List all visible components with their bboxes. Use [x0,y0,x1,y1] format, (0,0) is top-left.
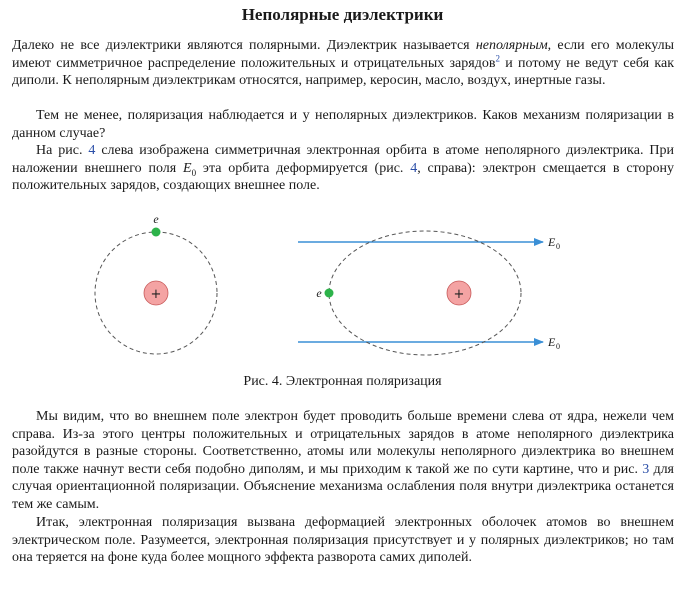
field-subscript: 0 [191,167,197,178]
section-title: Неполярные диэлектрики [241,5,444,24]
symmetric-atom [95,212,217,354]
field-label-bottom: E [548,335,556,349]
figure-caption: Рис. 4. Электронная поляризация [243,374,442,389]
field-symbol: E [183,160,192,176]
field-label-bottom-sub: 0 [556,342,560,351]
field-label-top: E [548,235,556,249]
deformed-atom [298,231,560,355]
paragraph-question: Тем не менее, поляризация наблюдается и у неполярных диэлектриков. Каков механизм поляризации в данном случае? [12,108,674,141]
nucleus-plus: + [150,287,162,302]
figure-ref-link[interactable]: 4 [410,160,418,176]
text-run: эта орбита деформируется (рис. [196,160,411,176]
text-run: , если его молекулы имеют симметричное распределение положительных и отрицательных зарядов [12,38,675,71]
paragraph-explanation [12,408,674,514]
deformed-orbit-ellipse [329,231,521,355]
field-label-top-sub: 0 [556,242,560,251]
nucleus-plus: + [453,287,465,302]
text-run: Мы видим, что во внешнем поле электрон будет проводить больше времени слева от ядра, нежели чем справа. Из-за этого центры положительных и отрицательных зарядов в атоме неполярного диэлектрика разойдутся в разные стороны. Соответственно, атомы или молекулы неполярного диэлектрика во внешнем поле также начнут вести себя подобно диполям, и мы приходим к такой же по сути картине, что и рис. [12,409,674,477]
paragraph-intro [12,37,674,90]
text-run: для случая ориентационной поляризации. Объяснение механизма ослабления поля внутри диэлектрика останется тем же самым. [12,461,674,512]
text-run: , справа): электрон смещается в сторону положительных зарядов, создающих внешнее поле. [12,160,674,194]
figure-ref-link[interactable]: 4 [88,143,96,158]
text-run: Далеко не все диэлектрики являются полярными. Диэлектрик называется [12,38,476,53]
text-run: и потому не ведут себя как диполи. К неполярным диэлектрикам относятся, например, керосин, масло, воздух, инертные газы. [12,55,674,89]
electron-icon [325,289,334,298]
term-nonpolar: неполярным [475,38,548,53]
footnote-link[interactable]: 2 [495,52,500,63]
text-run: На рис. [36,143,89,158]
electron-label: e [153,212,159,226]
text-run: слева изображена симметричная электронная орбита в атоме неполярного диэлектрика. При наложении внешнего поля [12,143,675,176]
figure-ref-link[interactable]: 3 [642,461,650,477]
electronic-polarization-figure [0,205,685,370]
paragraph-figure-description [12,142,674,195]
electron-label: e [316,286,322,300]
electron-icon [152,228,161,237]
paragraph-conclusion: Итак, электронная поляризация вызвана деформацией электронных оболочек атомов во внешнем электрическом поле. Разумеется, электронная поляризация присутствует и у полярных диэлектриков; но там она теряется на фоне куда более мощного эффекта разворота самих диполей. [12,515,674,566]
